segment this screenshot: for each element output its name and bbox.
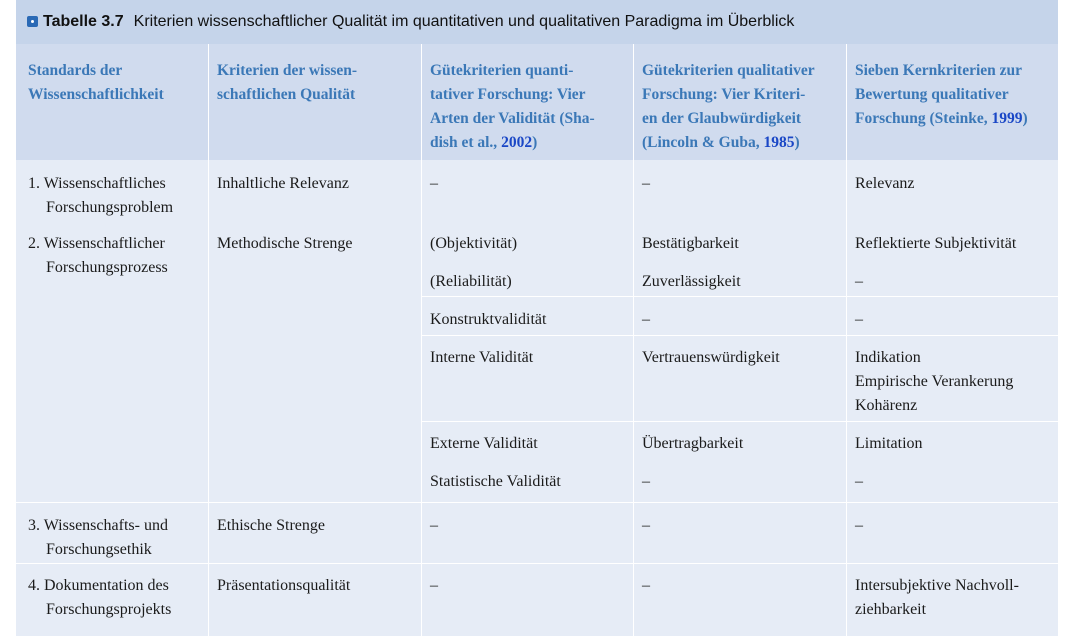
header-qualitativ: Gütekriterien qualitativer Forschung: Vier Kriteri- en der Glaubwürdigkeit (Lincoln & Guba, 1985) (642, 62, 815, 151)
qual-cell: Übertragbarkeit (642, 435, 744, 452)
standard-4: 4. Dokumentation des Forschungsprojekts (28, 577, 172, 618)
quant-cell: Konstruktvalidität (430, 311, 547, 328)
standard-2: 2. Wissenschaftlicher Forschungsprozess (28, 235, 168, 276)
header-kernkriterien: Sieben Kernkriterien zur Bewertung qualitativer Forschung (Steinke, 1999) (855, 62, 1028, 127)
row-divider (421, 421, 1058, 422)
quant-cell: – (430, 517, 438, 534)
kern-cell: Reflektierte Subjektivität (855, 235, 1017, 252)
kern-cell: – (855, 473, 863, 490)
header-quantitativ: Gütekriterien quanti- tativer Forschung: Vier Arten der Validität (Sha- dish et al., 2002) (430, 62, 595, 151)
kern-cell: – (855, 273, 863, 290)
quant-cell: – (430, 175, 438, 192)
quant-cell: Statistische Validität (430, 473, 561, 490)
quant-cell: (Reliabilität) (430, 273, 512, 290)
column-divider (208, 44, 209, 636)
kern-cell: Intersubjektive Nachvoll- ziehbarkeit (855, 577, 1019, 618)
row-divider (16, 502, 1058, 503)
kern-cell: Indikation Empirische Verankerung Kohärenz (855, 349, 1014, 414)
column-divider (846, 44, 847, 636)
qual-cell: Bestätigbarkeit (642, 235, 739, 252)
citation-link-1985[interactable]: 1985 (763, 134, 795, 151)
table-label: Tabelle 3.7 (43, 13, 124, 30)
standard-1: 1. Wissenschaftliches Forschungsproblem (28, 175, 174, 216)
qual-cell: Zuverlässigkeit (642, 273, 741, 290)
column-divider (633, 44, 634, 636)
citation-link-2002[interactable]: 2002 (501, 134, 533, 151)
qual-cell: – (642, 473, 650, 490)
table-caption (27, 13, 794, 31)
table-marker-icon (27, 16, 38, 27)
criterion-2: Methodische Strenge (217, 235, 353, 252)
kern-cell: – (855, 517, 863, 534)
criterion-1: Inhaltliche Relevanz (217, 175, 349, 192)
quant-cell: Interne Validität (430, 349, 534, 366)
row-divider (421, 296, 1058, 297)
qual-cell: – (642, 311, 650, 328)
quant-cell: (Objektivität) (430, 235, 518, 252)
qual-cell: – (642, 517, 650, 534)
kern-cell: Relevanz (855, 175, 915, 192)
qual-cell: – (642, 577, 650, 594)
kern-cell: – (855, 311, 863, 328)
table-title: Kriterien wissenschaftlicher Qualität im quantitativen und qualitativen Paradigma im Überblick (133, 13, 795, 30)
row-divider (16, 563, 1058, 564)
row-divider (421, 335, 1058, 336)
standard-3: 3. Wissenschafts- und Forschungsethik (28, 517, 168, 558)
criterion-4: Präsentationsqualität (217, 577, 351, 594)
criterion-3: Ethische Strenge (217, 517, 325, 534)
quant-cell: Externe Validität (430, 435, 538, 452)
qual-cell: Vertrauenswürdigkeit (642, 349, 780, 366)
header-standards: Standards der Wissenschaftlichkeit (28, 62, 164, 103)
kern-cell: Limitation (855, 435, 923, 452)
header-kriterien: Kriterien der wissen- schaftlichen Qualität (217, 62, 358, 103)
citation-link-1999[interactable]: 1999 (991, 110, 1023, 127)
quant-cell: – (430, 577, 438, 594)
qual-cell: – (642, 175, 650, 192)
column-divider (421, 44, 422, 636)
